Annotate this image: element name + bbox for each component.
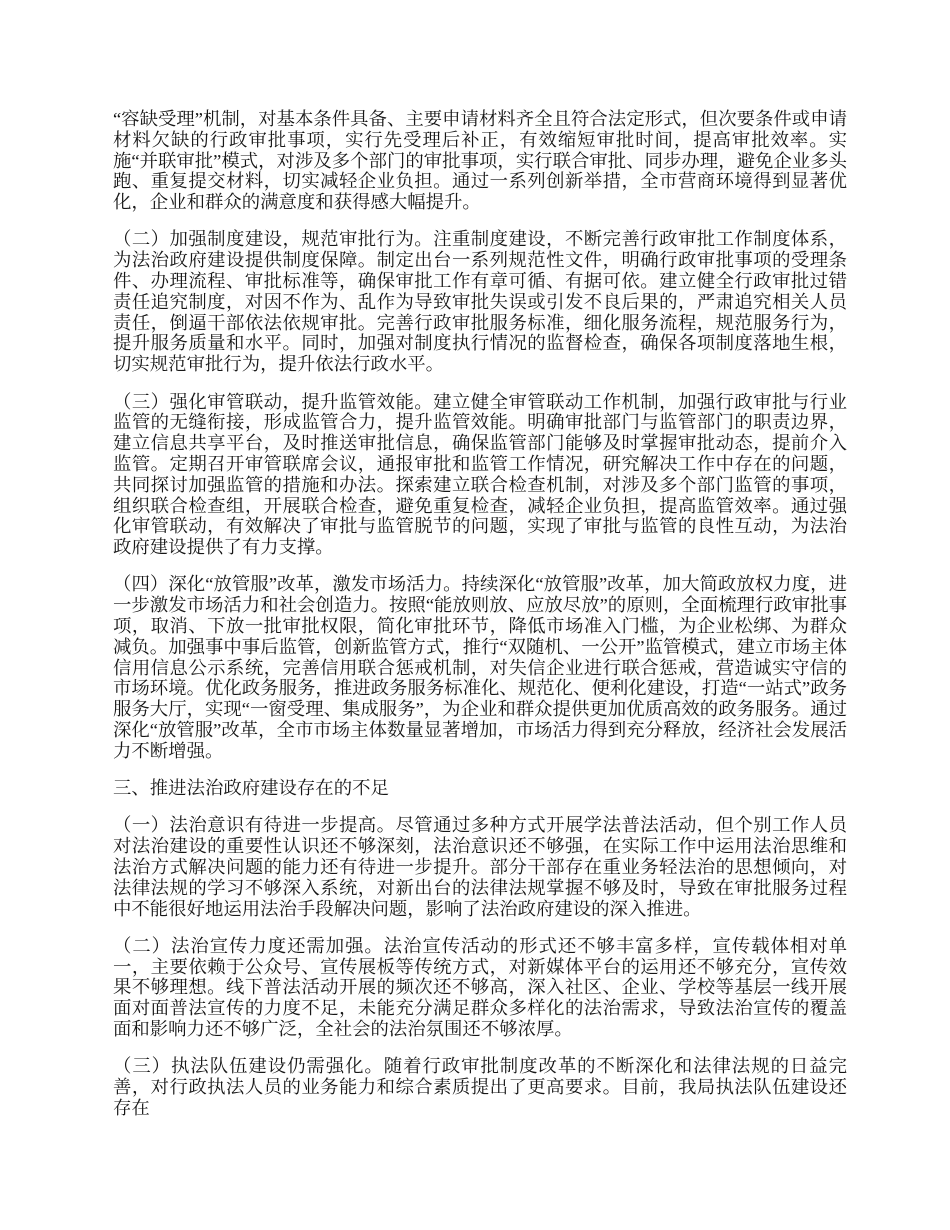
section-heading-shortcomings: 三、推进法治政府建设存在的不足 [113,778,389,799]
paragraph-law-enforcement-team-building: （三）执法队伍建设仍需强化。随着行政审批制度改革的不断深化和法律法规的日益完善，对行政执法人员的业务能力和综合素质提出了更高要求。目前，我局执法队伍建设还存在 [113,1056,847,1118]
paragraph-fangguanfu-reform: （四）深化“放管服”改革，激发市场活力。持续深化“放管服”改革，加大简政放权力度，进一步激发市场活力和社会创造力。按照“能放则放、应放尽放”的原则，全面梳理行政审批事项，取消、下放一批审批权限，简化审批环节，降低市场准入门槛，为企业松绑、为群众减负。加强事中事后监管，创新监管方式，推行“双随机、一公开”监管模式，建立市场主体信用信息公示系统，完善信用联合惩戒机制，对失信企业进行联合惩戒，营造诚实守信的市场环境。优化政务服务，推进政务服务标准化、规范化、便利化建设，打造“一站式”政务服务大厅，实现“一窗受理、集成服务”，为企业和群众提供更加优质高效的政务服务。通过深化“放管服”改革，全市市场主体数量显著增加，市场活力得到充分释放，经济社会发展活力不断增强。 [113,574,847,761]
paragraph-approval-supervision-linkage: （三）强化审管联动，提升监管效能。建立健全审管联动工作机制，加强行政审批与行业监管的无缝衔接，形成监管合力，提升监管效能。明确审批部门与监管部门的职责边界，建立信息共享平台，及时推送审批信息，确保监管部门能够及时掌握审批动态，提前介入监管。定期召开审管联席会议，通报审批和监管工作情况，研究解决工作中存在的问题，共同探讨加强监管的措施和办法。探索建立联合检查机制，对涉及多个部门监管的事项，组织联合检查组，开展联合检查，避免重复检查，减轻企业负担，提高监管效率。通过强化审管联动，有效解决了审批与监管脱节的问题，实现了审批与监管的良性互动，为法治政府建设提供了有力支撑。 [113,391,847,558]
paragraph-legal-awareness-improvement: （一）法治意识有待进一步提高。尽管通过多种方式开展学法普法活动，但个别工作人员对法治建设的重要性认识还不够深刻，法治意识还不够强，在实际工作中运用法治思维和法治方式解决问题的能力还有待进一步提升。部分干部存在重业务轻法治的思想倾向，对法律法规的学习不够深入系统，对新出台的法律法规掌握不够及时，导致在审批服务过程中不能很好地运用法治手段解决问题，影响了法治政府建设的深入推进。 [113,815,847,919]
paragraph-legal-publicity-strengthening: （二）法治宣传力度还需加强。法治宣传活动的形式还不够丰富多样，宣传载体相对单一，主要依赖于公众号、宣传展板等传统方式，对新媒体平台的运用还不够充分，宣传效果不够理想。线下普法活动开展的频次还不够高，深入社区、企业、学校等基层一线开展面对面普法宣传的力度不足，未能充分满足群众多样化的法治需求，导致法治宣传的覆盖面和影响力还不够广泛，全社会的法治氛围还不够浓厚。 [113,935,847,1040]
paragraph-system-building-regulate-approval: （二）加强制度建设，规范审批行为。注重制度建设，不断完善行政审批工作制度体系，为法治政府建设提供制度保障。制定出台一系列规范性文件，明确行政审批事项的受理条件、办理流程、审批标准等，确保审批工作有章可循、有据可依。建立健全行政审批过错责任追究制度，对因不作为、乱作为导致审批失误或引发不良后果的，严肃追究相关人员责任，倒逼干部依法依规审批。完善行政审批服务标准，细化服务流程，规范服务行为，提升服务质量和水平。同时，加强对制度执行情况的监督检查，确保各项制度落地生根，切实规范审批行为，提升依法行政水平。 [113,229,847,375]
document-text-area [113,109,847,1119]
paragraph-tolerant-acceptance-mechanism: “容缺受理”机制，对基本条件具备、主要申请材料齐全且符合法定形式，但次要条件或申请材料欠缺的行政审批事项，实行先受理后补正，有效缩短审批时间，提高审批效率。实施“并联审批”模式，对涉及多个部门的审批事项，实行联合审批、同步办理，避免企业多头跑、重复提交材料，切实减轻企业负担。通过一系列创新举措，全市营商环境得到显著优化，企业和群众的满意度和获得感大幅提升。 [113,109,847,213]
